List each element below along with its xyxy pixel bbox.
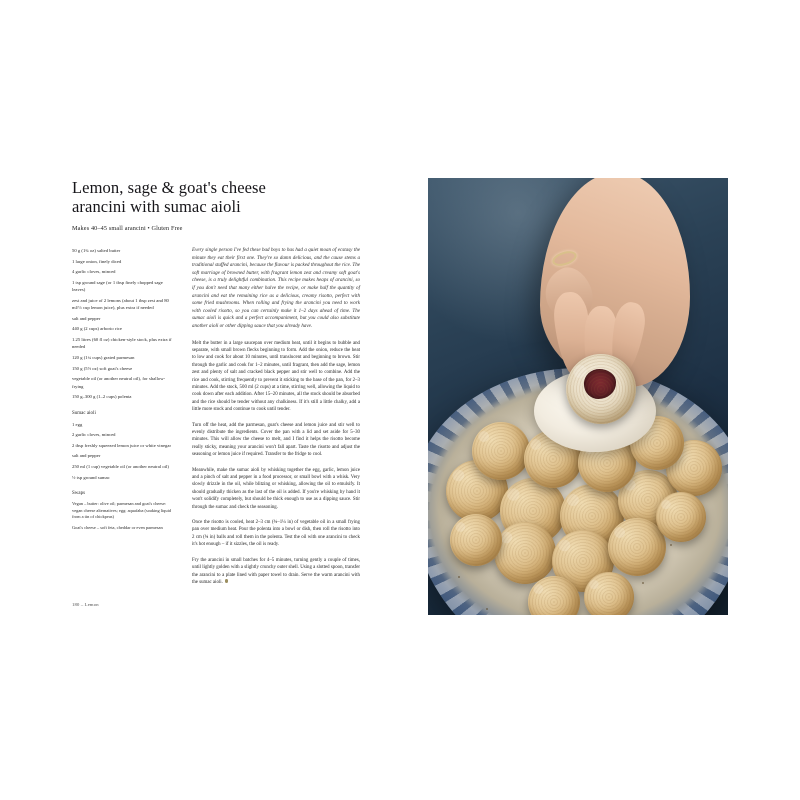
page-folio: 180 – Lemon [72,602,99,607]
method-step-text: Fry the arancini in small batches for 4–5 minutes, turning gently a couple of times, until lightly golden with a slightly crunchy outer shell. Using a slotted spoon, transfer the arancini to a plate lined with paper towel to drain. Serve the warm arancini with the sumac aioli. [192,557,360,585]
crumb-speck [642,582,644,584]
method-step: Once the risotto is cooled, heat 2–3 cm (¾–1¼ in) of vegetable oil in a small frying pan over medium heat. Pour the polenta into a bowl or dish, then roll the risotto into 2 cm (¾ in) balls and roll them in the polenta. Test the oil with one arancini to check it's hot enough – if it sizzles, the oil is ready. [192,520,360,548]
list-item: Vegan – butter: olive oil; parmesan and goat's cheese: vegan cheese alternatives; egg: aquafaba (soaking liquid from a tin of chickpeas) [72,500,171,520]
method-step: Turn off the heat, add the parmesan, goat's cheese and lemon juice and stir well to evenly distribute the ingredients. Cover the pan with a lid and set aside for 5–30 minutes. This will allow the cheese to melt, and I find it helps the risotto become really sticky, meaning your arancini won't fall apart. Taste the risotto and adjust the seasoning or lemon juice if required. Transfer to the fridge to cool. [192,422,360,458]
list-item: zest and juice of 2 lemons (about 1 tbsp zest and 80 ml/⅓ cup lemon juice), plus extra if needed [72,297,169,311]
list-item: 2 tbsp freshly squeezed lemon juice or white vinegar [72,442,172,448]
crumb-speck [458,576,460,578]
recipe-intro: Every single person I've fed these bad boys to has had a quiet moan of ecstasy the minute they eat their first one. They're so damn delicious, and the cause stems a traditional stuffed arancini, because the flavour is packed throughout the rice. The soft marriage of browned butter, with fragrant lemon zest and creamy soft goat's cheese, is a truly delightful combination. This recipe makes heaps of arancini, so if you don't need that many either halve the recipe, or make half the quantity of arancini and eat the remaining rice as a delicious, creamy risotto, perfect with some fried mushrooms. When rolling and frying the arancini you need to work with cooled risotto, so you can certainly make it 1–2 days ahead of time. The sumac aioli is quick and a perfect accompaniment, but you could also substitute another aioli or other dipping sauce that you already have. [192,248,361,329]
crumb-speck [486,608,488,610]
list-item: 2 garlic cloves, minced [72,432,116,438]
arancini-filling [584,369,616,398]
list-item: ½ tsp ground sumac [72,474,110,480]
list-item: 1 egg [72,421,83,427]
method-step: Meanwhile, make the sumac aioli by whisking together the egg, garlic, lemon juice and a pinch of salt and pepper in a food processor, or small bowl with a whisk. Very slowly drizzle in the oil, while blitzing or whisking, allowing the oil to emulsify. It should gradually thicken as the last of the oil is added. If you're whisking by hand it won't solidify completely, but should be thick enough to use as a dipping sauce. Stir through the sumac and check the seasoning. [192,467,360,510]
list-item: Goat's cheese – soft feta, cheddar or even parmesan [72,525,163,531]
page-title: Lemon, sage & goat's cheese arancini with sumac aioli [72,178,266,216]
list-item: 150 g (5½ oz) soft goat's cheese [72,365,133,371]
arancini-ball [450,514,502,566]
arancini-photograph [428,178,728,615]
method-step-final [192,557,360,587]
swaps-heading: Swaps [72,491,86,497]
crumb-speck [670,544,672,546]
list-item: 50 g (1¾ oz) salted butter [72,248,121,253]
list-item: 250 ml (1 cup) vegetable oil (or another neutral oil) [72,463,169,469]
arancini-ball [656,492,706,542]
recipe-yield: Makes 40–45 small arancini • Gluten Free [72,225,183,232]
list-item: 120 g (1¼ cups) grated parmesan [72,354,135,360]
hand [540,178,690,387]
ingredients-column [72,247,176,536]
end-of-recipe-mark [225,579,229,583]
list-item: 150 g–300 g (1–2 cups) polenta [72,394,132,400]
list-item: 1 large onion, finely diced [72,258,122,264]
arancini-ball [584,572,634,615]
list-item: salt and pepper [72,453,101,459]
list-item: vegetable oil (or another neutral oil), for shallow-frying [72,376,166,389]
method-column [192,247,360,594]
recipe-text-page [72,178,362,614]
list-item: 4 garlic cloves, minced [72,269,116,275]
sumac-aioli-heading: Sumac aioli [72,410,96,416]
arancini-ball [472,422,530,480]
text-columns [72,247,362,594]
swaps-block [72,490,176,532]
list-item: salt and pepper [72,315,101,321]
method-step: Melt the butter in a large saucepan over medium heat, until it begins to bubble and separate, with small brown flecks beginning to form. Add the onion, reduce the heat to low and cook for about 10 minutes, until translucent and beginning to brown. Stir through the garlic and cook for 1–2 minutes, until fragrant, then add the sage, lemon zest and plenty of salt and cracked black pepper and stir well to combine. Add the rice and cook, stirring frequently to prevent it sticking to the base of the pan, for 2–3 minutes. Add the stock, 500 ml (2 cups) at a time, stirring well, allowing the liquid to cook down after each addition. After 15–20 minutes, all the stock should be absorbed and the rice should be tender without any chalkiness. If it's still a little chalky, add a little more stock and continue to cook until tender. [192,340,360,413]
bitten-arancini-ball [566,354,636,424]
list-item: 1.25 litres (60 fl oz) chicken-style stock, plus extra if needed [72,336,172,350]
list-item: 440 g (2 cups) arborio rice [72,326,122,332]
list-item: 1 tsp ground sage (or 1 tbsp finely chopped sage leaves) [72,279,163,293]
arancini-ball [494,522,556,584]
